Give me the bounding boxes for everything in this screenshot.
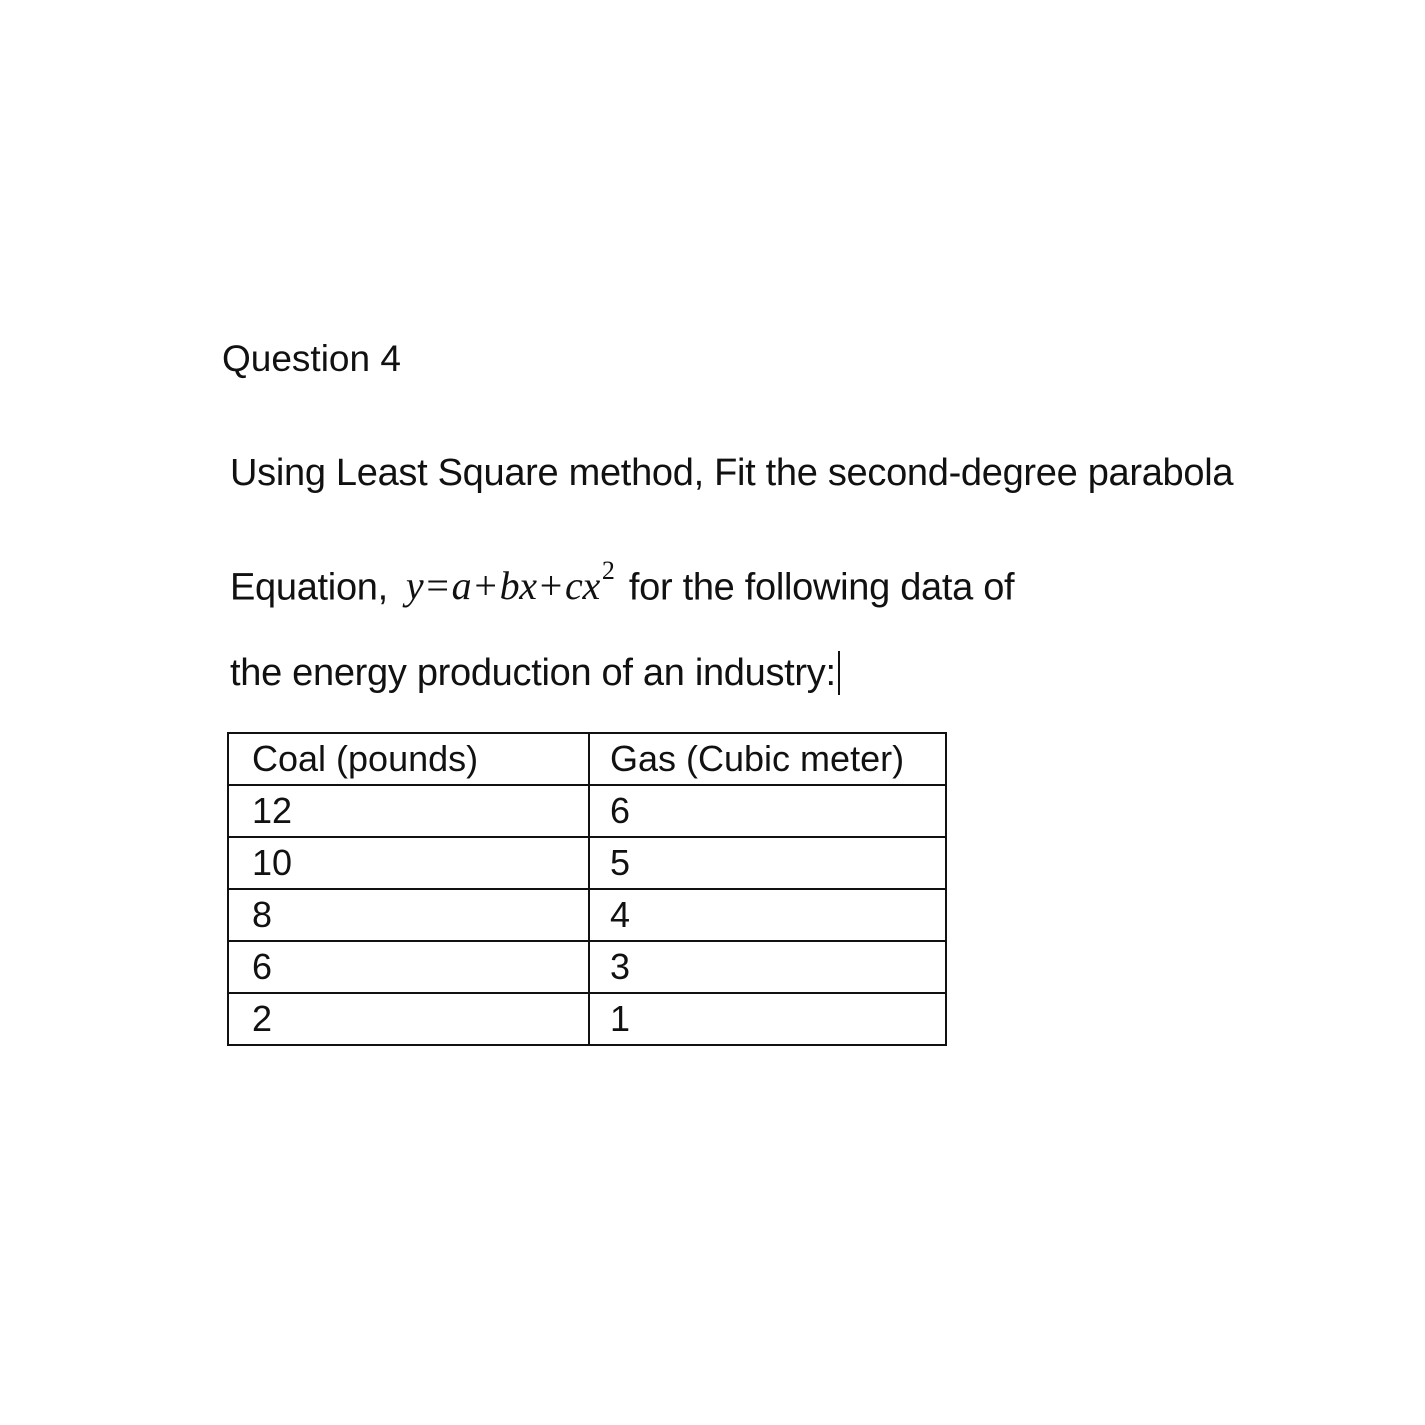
- header-coal: Coal (pounds): [228, 733, 589, 785]
- cell-gas: 4: [589, 889, 946, 941]
- cell-coal: 10: [228, 837, 589, 889]
- eq-exponent: 2: [601, 556, 615, 585]
- question-text-line-3: [230, 650, 840, 696]
- eq-bx: bx: [499, 563, 537, 609]
- cell-gas: 5: [589, 837, 946, 889]
- table-row: [228, 941, 946, 993]
- eq-plus-2: +: [539, 563, 562, 609]
- table-row: [228, 889, 946, 941]
- table-row: [228, 993, 946, 1045]
- question-text-line-2: [230, 554, 1014, 610]
- cell-coal: 2: [228, 993, 589, 1045]
- header-gas: Gas (Cubic meter): [589, 733, 946, 785]
- cell-gas: 3: [589, 941, 946, 993]
- eq-equals: =: [426, 563, 449, 609]
- question-text-line-1: Using Least Square method, Fit the second-degree parabola: [230, 452, 1234, 494]
- parabola-equation: [405, 556, 615, 609]
- eq-a: a: [451, 563, 472, 609]
- table-row: [228, 837, 946, 889]
- question-title: Question 4: [222, 338, 401, 379]
- cell-coal: 6: [228, 941, 589, 993]
- equation-suffix: for the following data of: [628, 566, 1015, 609]
- table-row: [228, 785, 946, 837]
- eq-y: y: [405, 563, 424, 609]
- cell-coal: 8: [228, 889, 589, 941]
- eq-plus-1: +: [474, 563, 497, 609]
- cell-coal: 12: [228, 785, 589, 837]
- table-header-row: [228, 733, 946, 785]
- cell-gas: 6: [589, 785, 946, 837]
- cell-gas: 1: [589, 993, 946, 1045]
- question-text-line-3-text: the energy production of an industry:: [230, 652, 836, 694]
- equation-prefix: Equation,: [230, 566, 388, 609]
- data-table: [227, 732, 947, 1046]
- text-cursor: [838, 651, 840, 695]
- eq-cx: cx: [565, 563, 600, 609]
